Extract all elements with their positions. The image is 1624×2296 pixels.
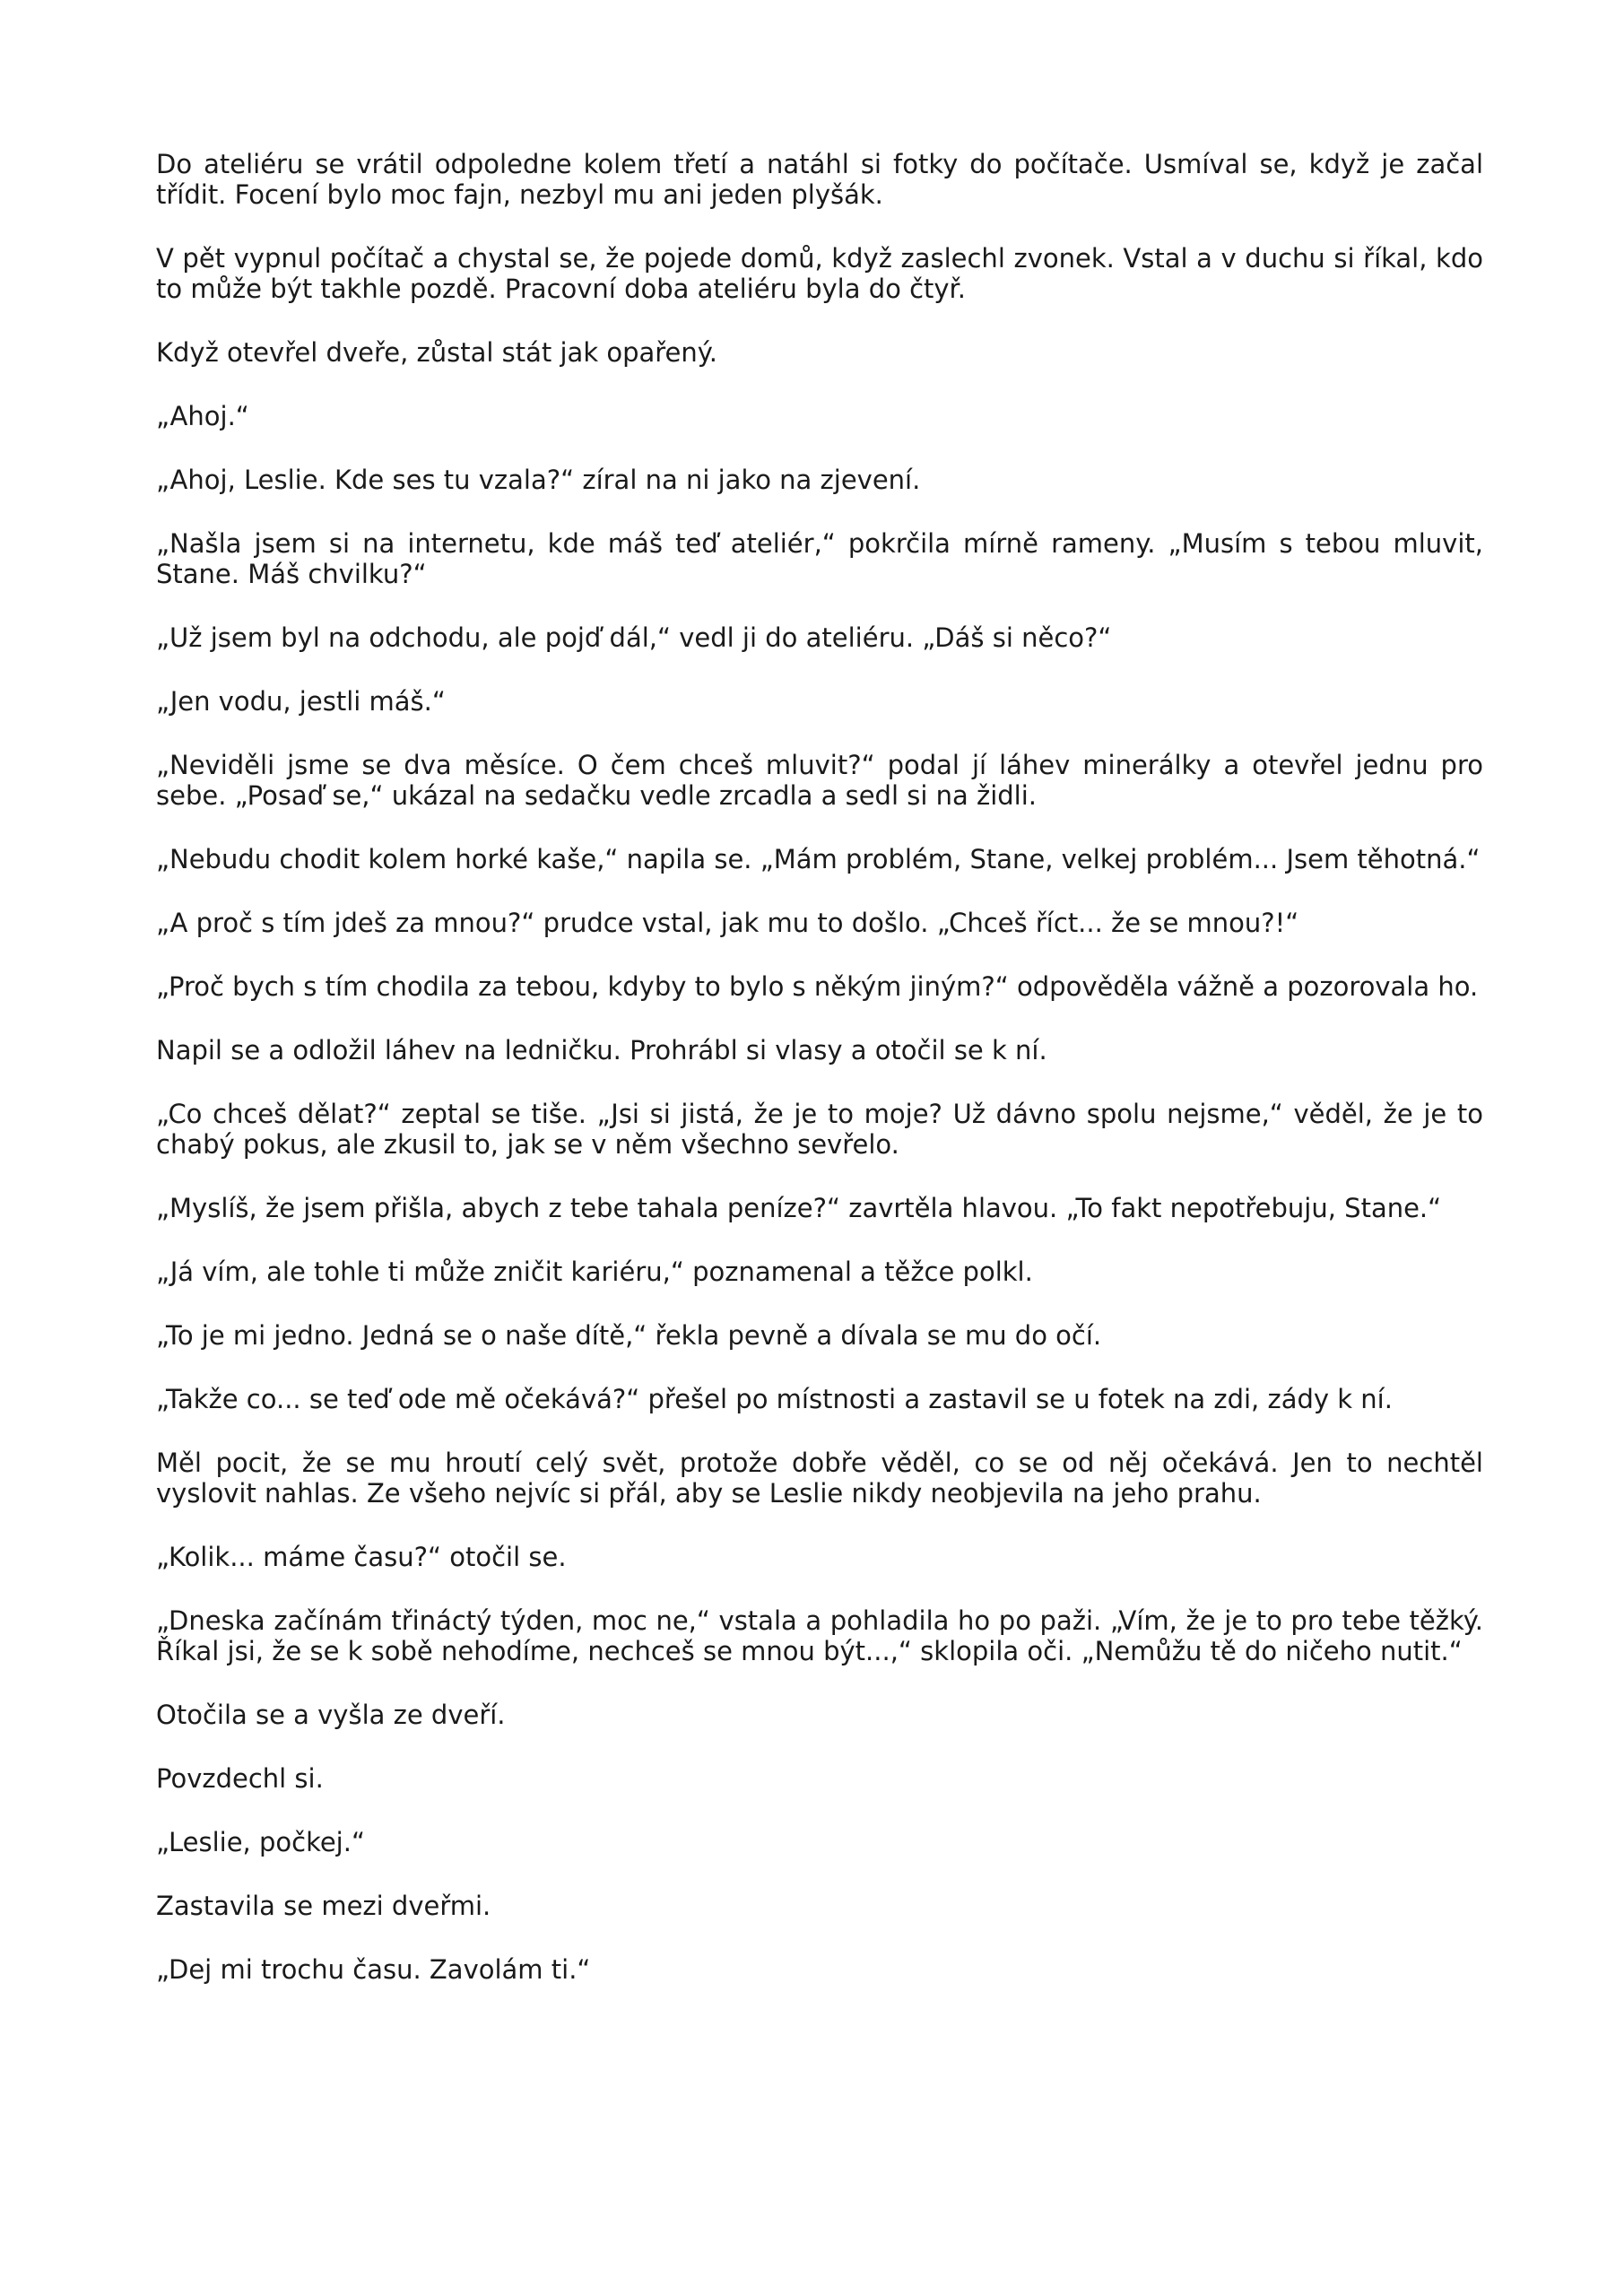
paragraph: Když otevřel dveře, zůstal stát jak opařený. [156,337,718,368]
paragraph: „Dej mi trochu času. Zavolám ti.“ [156,1954,591,1985]
paragraph: „Dneska začínám třináctý týden, moc ne,“ vstala a pohladila ho po paži. „Vím, že je to pro tebe těžký. Říkal jsi, že se k sobě nehodíme, nechceš se mnou být...,“ sklopila oči. „Nemůžu tě do ničeho nutit.“ [156,1605,1483,1666]
paragraph: „To je mi jedno. Jedná se o naše dítě,“ řekla pevně a dívala se mu do očí. [156,1320,1102,1351]
paragraph: „Už jsem byl na odchodu, ale pojď dál,“ vedl ji do ateliéru. „Dáš si něco?“ [156,622,1112,653]
paragraph: „Já vím, ale tohle ti může zničit kariéru,“ poznamenal a těžce polkl. [156,1257,1033,1287]
paragraph: „Jen vodu, jestli máš.“ [156,686,446,717]
paragraph: Zastavila se mezi dveřmi. [156,1891,491,1921]
paragraph: Měl pocit, že se mu hroutí celý svět, protože dobře věděl, co se od něj očekává. Jen to nechtěl vyslovit nahlas. Ze všeho nejvíc si přál, aby se Leslie nikdy neobjevila na jeho prahu. [156,1448,1483,1509]
paragraph: „Takže co... se teď ode mě očekává?“ přešel po místnosti a zastavil se u fotek na zdi, zády k ní. [156,1384,1393,1414]
paragraph: Otočila se a vyšla ze dveří. [156,1700,506,1730]
paragraph: „Ahoj.“ [156,401,249,431]
paragraph: Do ateliéru se vrátil odpoledne kolem třetí a natáhl si fotky do počítače. Usmíval se, když je začal třídit. Focení bylo moc fajn, nezbyl mu ani jeden plyšák. [156,149,1483,210]
paragraph: „A proč s tím jdeš za mnou?“ prudce vstal, jak mu to došlo. „Chceš říct... že se mnou?!“ [156,908,1299,938]
paragraph: Povzdechl si. [156,1763,324,1794]
paragraph: „Leslie, počkej.“ [156,1827,365,1857]
paragraph: „Co chceš dělat?“ zeptal se tiše. „Jsi si jistá, že je to moje? Už dávno spolu nejsme,“ věděl, že je to chabý pokus, ale zkusil to, jak se v něm všechno sevřelo. [156,1099,1483,1160]
paragraph: V pět vypnul počítač a chystal se, že pojede domů, když zaslechl zvonek. Vstal a v duchu si říkal, kdo to může být takhle pozdě. Pracovní doba ateliéru byla do čtyř. [156,243,1483,304]
document-page [156,149,1483,2018]
paragraph: Napil se a odložil láhev na ledničku. Prohrábl si vlasy a otočil se k ní. [156,1035,1047,1065]
paragraph: „Kolik... máme času?“ otočil se. [156,1542,567,1572]
paragraph: „Nebudu chodit kolem horké kaše,“ napila se. „Mám problém, Stane, velkej problém... Jsem těhotná.“ [156,844,1481,874]
paragraph: „Neviděli jsme se dva měsíce. O čem chceš mluvit?“ podal jí láhev minerálky a otevřel jednu pro sebe. „Posaď se,“ ukázal na sedačku vedle zrcadla a sedl si na židli. [156,750,1483,811]
paragraph: „Ahoj, Leslie. Kde ses tu vzala?“ zíral na ni jako na zjevení. [156,465,921,495]
paragraph: „Proč bych s tím chodila za tebou, kdyby to bylo s někým jiným?“ odpověděla vážně a pozorovala ho. [156,971,1479,1002]
paragraph: „Našla jsem si na internetu, kde máš teď ateliér,“ pokrčila mírně rameny. „Musím s tebou mluvit, Stane. Máš chvilku?“ [156,528,1483,589]
paragraph: „Myslíš, že jsem přišla, abych z tebe tahala peníze?“ zavrtěla hlavou. „To fakt nepotřebuju, Stane.“ [156,1193,1442,1223]
